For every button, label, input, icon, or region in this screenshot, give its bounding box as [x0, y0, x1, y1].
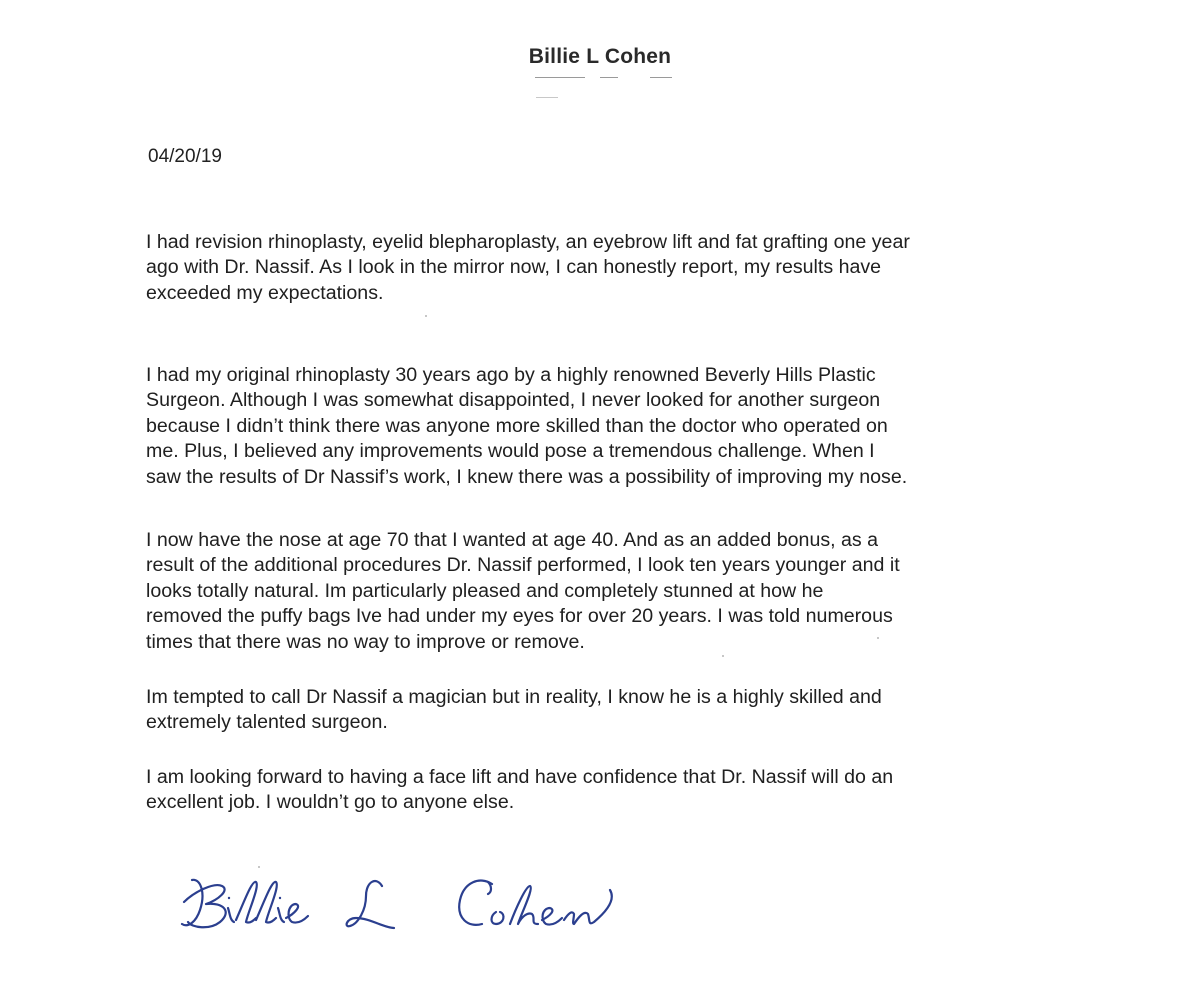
paragraph-line: I had revision rhinoplasty, eyelid blepharoplasty, an eyebrow lift and fat grafting one year: [146, 231, 910, 253]
scan-artifact-line: [600, 77, 618, 78]
paragraph-line: times that there was no way to improve or remove.: [146, 630, 585, 653]
paragraph-line: because I didn’t think there was anyone more skilled than the doctor who operated on: [146, 414, 888, 437]
scan-artifact-line: [650, 77, 672, 78]
paragraph-line: saw the results of Dr Nassif’s work, I knew there was a possibility of improving my nose.: [146, 465, 908, 488]
letter-date: 04/20/19: [148, 146, 222, 167]
paragraph-line: me. Plus, I believed any improvements would pose a tremendous challenge. When I: [146, 440, 875, 463]
paragraph-5: [146, 765, 1056, 816]
paragraph-line: I am looking forward to having a face lift and have confidence that Dr. Nassif will do an: [146, 766, 894, 788]
scan-artifact-line: [535, 77, 585, 78]
scan-speck: [425, 315, 427, 317]
scan-speck: [722, 655, 724, 657]
paragraph-line: I now have the nose at age 70 that I wanted at age 40. And as an added bonus, as a: [146, 529, 879, 551]
scan-speck: [258, 866, 260, 868]
paragraph-line: removed the puffy bags Ive had under my eyes for over 20 years. I was told numerous: [146, 605, 893, 628]
paragraph-1: [146, 230, 1056, 306]
paragraph-3: [146, 528, 1056, 655]
letterhead-name: Billie L Cohen: [528, 45, 672, 68]
paragraph-line: excellent job. I wouldn’t go to anyone else.: [146, 791, 515, 814]
paragraph-line: result of the additional procedures Dr. Nassif performed, I look ten years younger and it: [146, 554, 900, 577]
paragraph-line: Surgeon. Although I was somewhat disappointed, I never looked for another surgeon: [146, 389, 881, 412]
paragraph-line: exceeded my expectations.: [146, 281, 384, 304]
paragraph-line: extremely talented surgeon.: [146, 711, 388, 734]
paragraph-2: [146, 363, 1056, 490]
paragraph-line: looks totally natural. Im particularly pleased and completely stunned at how he: [146, 579, 824, 602]
handwritten-signature: [170, 862, 640, 952]
paragraph-line: Im tempted to call Dr Nassif a magician but in reality, I know he is a highly skilled and: [146, 686, 882, 708]
paragraph-line: ago with Dr. Nassif. As I look in the mirror now, I can honestly report, my results have: [146, 256, 882, 279]
paragraph-4: [146, 685, 1056, 736]
scan-speck: [877, 637, 879, 639]
scan-artifact-line: [536, 97, 558, 98]
paragraph-line: I had my original rhinoplasty 30 years ago by a highly renowned Beverly Hills Plastic: [146, 364, 876, 386]
